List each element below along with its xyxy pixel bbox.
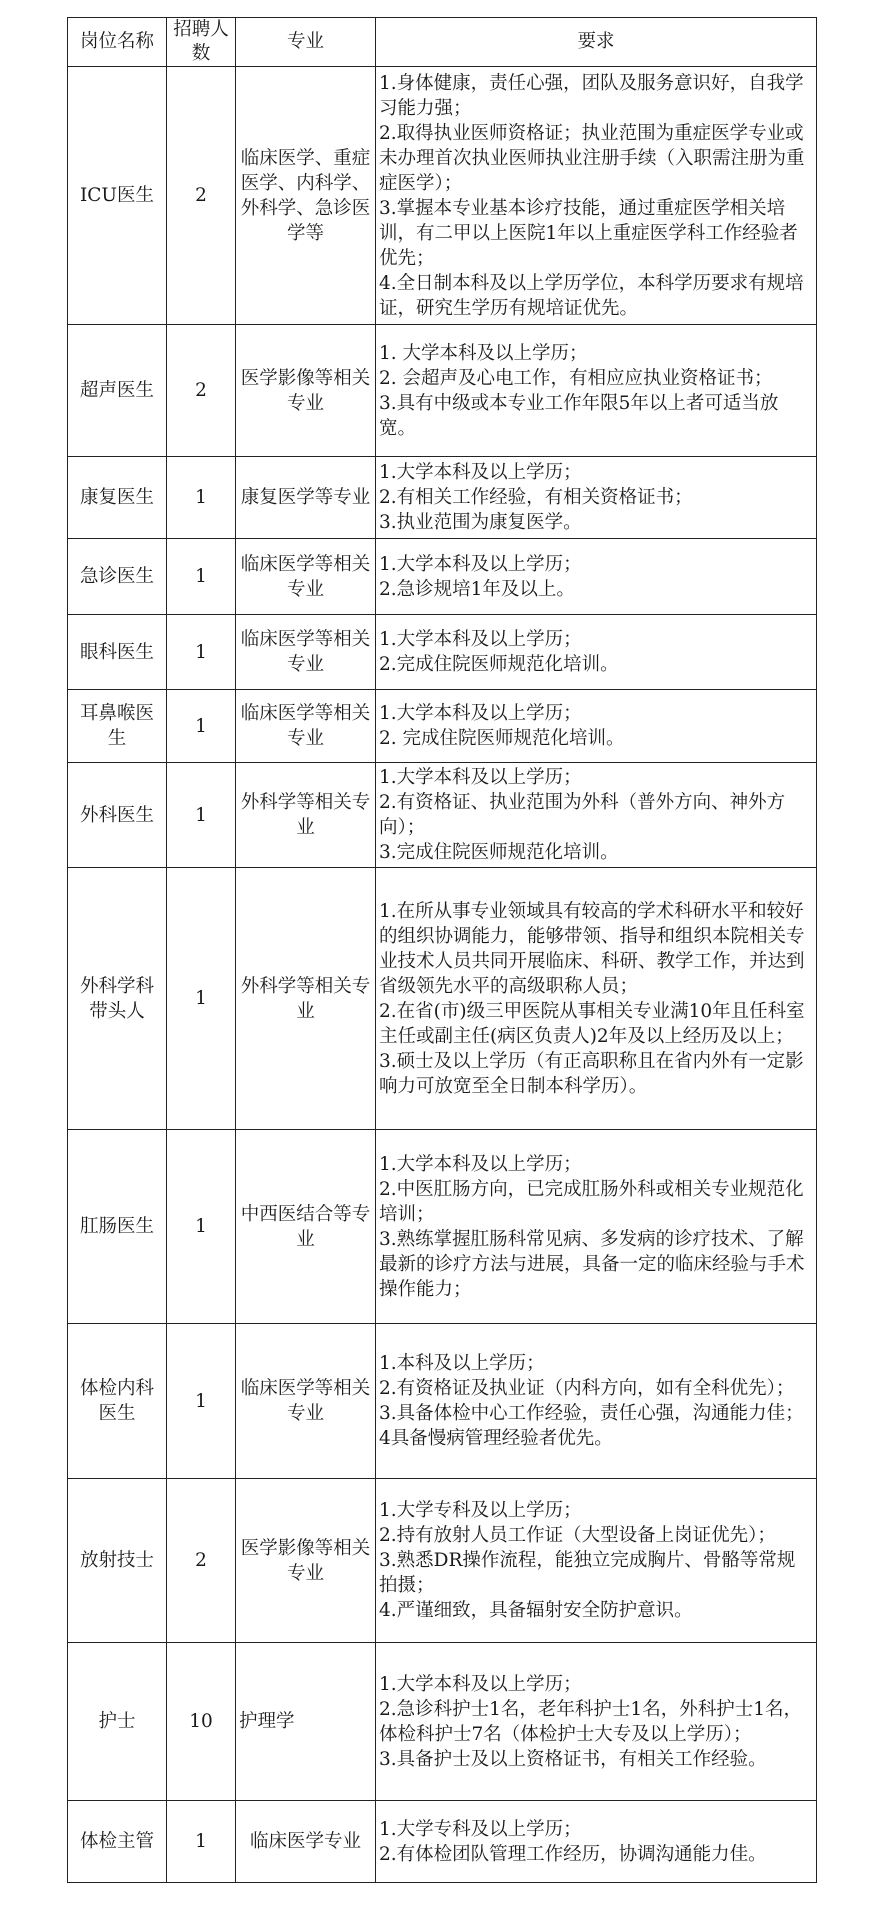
requirement-line: 2.有资格证及执业证（内科方向，如有全科优先）；: [379, 1378, 795, 1399]
count-cell: 1: [167, 1324, 236, 1479]
table-row: [68, 690, 817, 763]
major-cell: 临床医学、重症医学、内科学、外科学、急诊医学等: [236, 67, 376, 325]
count-cell: 1: [167, 690, 236, 763]
requirement-line: 1.大学本科及以上学历；: [379, 767, 582, 788]
post-cell: 眼科医生: [68, 615, 167, 690]
recruitment-table: [67, 17, 817, 1883]
count-cell: 1: [167, 1130, 236, 1324]
requirement-line: 1.大学本科及以上学历；: [379, 629, 582, 650]
post-cell: 急诊医生: [68, 539, 167, 615]
major-cell: 临床医学等相关专业: [236, 690, 376, 763]
requirement-line: 2.在省(市)级三甲医院从事相关专业满10年且任科室主任或副主任(病区负责人)2年及以上经历及以上；: [379, 1000, 805, 1047]
post-cell: 超声医生: [68, 325, 167, 457]
requirements-cell: [376, 1479, 817, 1643]
requirement-line: 1.大学本科及以上学历；: [379, 553, 582, 575]
count-cell: 2: [167, 1479, 236, 1643]
table-row: [68, 539, 817, 615]
table-row: [68, 1643, 817, 1801]
post-cell: 体检内科医生: [68, 1324, 167, 1479]
requirement-line: 3.硕士及以上学历（有正高职称且在省内外有一定影响力可放宽至全日制本科学历）。: [379, 1050, 804, 1097]
count-cell: 1: [167, 1801, 236, 1883]
requirement-line: 1.大学专科及以上学历；: [379, 1500, 582, 1521]
table-header-row: [68, 18, 817, 67]
table-row: [68, 1801, 817, 1883]
requirement-line: 2.取得执业医师资格证；执业范围为重症医学专业或未办理首次执业医师执业注册手续（入职需注册为重症医学）；: [379, 122, 805, 194]
count-cell: 1: [167, 763, 236, 868]
requirement-line: 3.具有中级或本专业工作年限5年以上者可适当放宽。: [379, 392, 779, 439]
requirement-line: 3.熟练掌握肛肠科常见病、多发病的诊疗技术、了解最新的诊疗方法与进展，具备一定的临床经验与手术操作能力；: [379, 1228, 805, 1300]
major-cell: 康复医学等专业: [236, 457, 376, 539]
requirement-line: 2.有相关工作经验，有相关资格证书；: [379, 487, 693, 508]
requirement-line: 2. 会超声及心电工作，有相应应执业资格证书；: [379, 367, 773, 389]
requirement-line: 4具备慢病管理经验者优先。: [379, 1428, 613, 1449]
requirements-cell: [376, 868, 817, 1130]
requirements-cell: [376, 1130, 817, 1324]
requirements-cell: [376, 1801, 817, 1883]
post-cell: 体检主管: [68, 1801, 167, 1883]
requirements-cell: [376, 539, 817, 615]
requirement-line: 3.完成住院医师规范化培训。: [379, 842, 619, 863]
requirement-line: 1.身体健康，责任心强，团队及服务意识好，自我学习能力强；: [379, 72, 804, 119]
major-cell: 临床医学专业: [236, 1801, 376, 1883]
post-cell: 外科医生: [68, 763, 167, 868]
requirements-cell: [376, 763, 817, 868]
requirements-cell: [376, 1643, 817, 1801]
count-cell: 2: [167, 325, 236, 457]
requirements-cell: [376, 67, 817, 325]
requirement-line: 2.有体检团队管理工作经历，协调沟通能力佳。: [379, 1843, 767, 1865]
major-cell: 护理学: [236, 1643, 376, 1801]
requirement-line: 2.急诊规培1年及以上。: [379, 578, 575, 600]
table-row: [68, 67, 817, 325]
count-cell: 1: [167, 457, 236, 539]
post-cell: 康复医生: [68, 457, 167, 539]
major-cell: 中西医结合等专业: [236, 1130, 376, 1324]
major-cell: 临床医学等相关专业: [236, 539, 376, 615]
requirement-line: 2.中医肛肠方向，已完成肛肠外科或相关专业规范化培训；: [379, 1178, 804, 1225]
requirements-cell: [376, 325, 817, 457]
requirement-line: 1. 大学本科及以上学历；: [379, 342, 588, 364]
major-cell: 外科学等相关专业: [236, 763, 376, 868]
count-cell: 1: [167, 615, 236, 690]
post-cell: 耳鼻喉医生: [68, 690, 167, 763]
header-major: 专业: [236, 18, 376, 67]
post-cell: 护士: [68, 1643, 167, 1801]
requirement-line: 2. 完成住院医师规范化培训。: [379, 728, 625, 749]
header-requirements: 要求: [376, 18, 817, 67]
requirement-line: 1.大学专科及以上学历；: [379, 1818, 582, 1840]
requirement-line: 3.掌握本专业基本诊疗技能，通过重症医学相关培训，有二甲以上医院1年以上重症医学科工作经验者优先；: [379, 197, 798, 269]
requirement-line: 4.全日制本科及以上学历学位，本科学历要求有规培证，研究生学历有规培证优先。: [379, 272, 804, 319]
table-row: [68, 615, 817, 690]
major-cell: 外科学等相关专业: [236, 868, 376, 1130]
requirement-line: 1.大学本科及以上学历；: [379, 703, 582, 724]
post-cell: 放射技士: [68, 1479, 167, 1643]
requirements-cell: [376, 690, 817, 763]
requirement-line: 2.有资格证、执业范围为外科（普外方向、神外方向）；: [379, 792, 786, 838]
requirement-line: 3.具备体检中心工作经验，责任心强，沟通能力佳；: [379, 1403, 804, 1424]
requirement-line: 2.完成住院医师规范化培训。: [379, 654, 619, 675]
requirements-cell: [376, 457, 817, 539]
table-row: [68, 1130, 817, 1324]
table-row: [68, 1479, 817, 1643]
post-cell: 肛肠医生: [68, 1130, 167, 1324]
requirement-line: 1.大学本科及以上学历；: [379, 1673, 582, 1695]
table-row: [68, 325, 817, 457]
major-cell: 临床医学等相关专业: [236, 615, 376, 690]
requirement-line: 3.熟悉DR操作流程，能独立完成胸片、骨骼等常规拍摄；: [379, 1550, 796, 1596]
requirement-line: 2.急诊科护士1名，老年科护士1名，外科护士1名，体检科护士7名（体检护士大专及以上学历）；: [379, 1698, 802, 1745]
count-cell: 1: [167, 868, 236, 1130]
table-row: [68, 457, 817, 539]
requirement-line: 3.具备护士及以上资格证书，有相关工作经验。: [379, 1748, 767, 1770]
header-post: 岗位名称: [68, 18, 167, 67]
header-count: 招聘人数: [167, 18, 236, 67]
post-cell: ICU医生: [68, 67, 167, 325]
requirement-line: 1.大学本科及以上学历；: [379, 1153, 582, 1175]
requirement-line: 1.本科及以上学历；: [379, 1353, 545, 1374]
requirement-line: 3.执业范围为康复医学。: [379, 512, 582, 533]
requirement-line: 1.在所从事专业领域具有较高的学术科研水平和较好的组织协调能力，能够带领、指导和组织本院相关专业技术人员共同开展临床、科研、教学工作，并达到省级领先水平的高级职称人员；: [379, 900, 805, 997]
requirement-line: 2.持有放射人员工作证（大型设备上岗证优先）；: [379, 1525, 776, 1546]
table-row: [68, 763, 817, 868]
major-cell: 医学影像等相关专业: [236, 1479, 376, 1643]
requirement-line: 1.大学本科及以上学历；: [379, 462, 582, 483]
post-cell: 外科学科带头人: [68, 868, 167, 1130]
requirement-line: 4.严谨细致，具备辐射安全防护意识。: [379, 1600, 693, 1621]
table-row: [68, 1324, 817, 1479]
requirements-cell: [376, 615, 817, 690]
requirements-cell: [376, 1324, 817, 1479]
major-cell: 医学影像等相关专业: [236, 325, 376, 457]
count-cell: 10: [167, 1643, 236, 1801]
table-row: [68, 868, 817, 1130]
count-cell: 1: [167, 539, 236, 615]
count-cell: 2: [167, 67, 236, 325]
major-cell: 临床医学等相关专业: [236, 1324, 376, 1479]
